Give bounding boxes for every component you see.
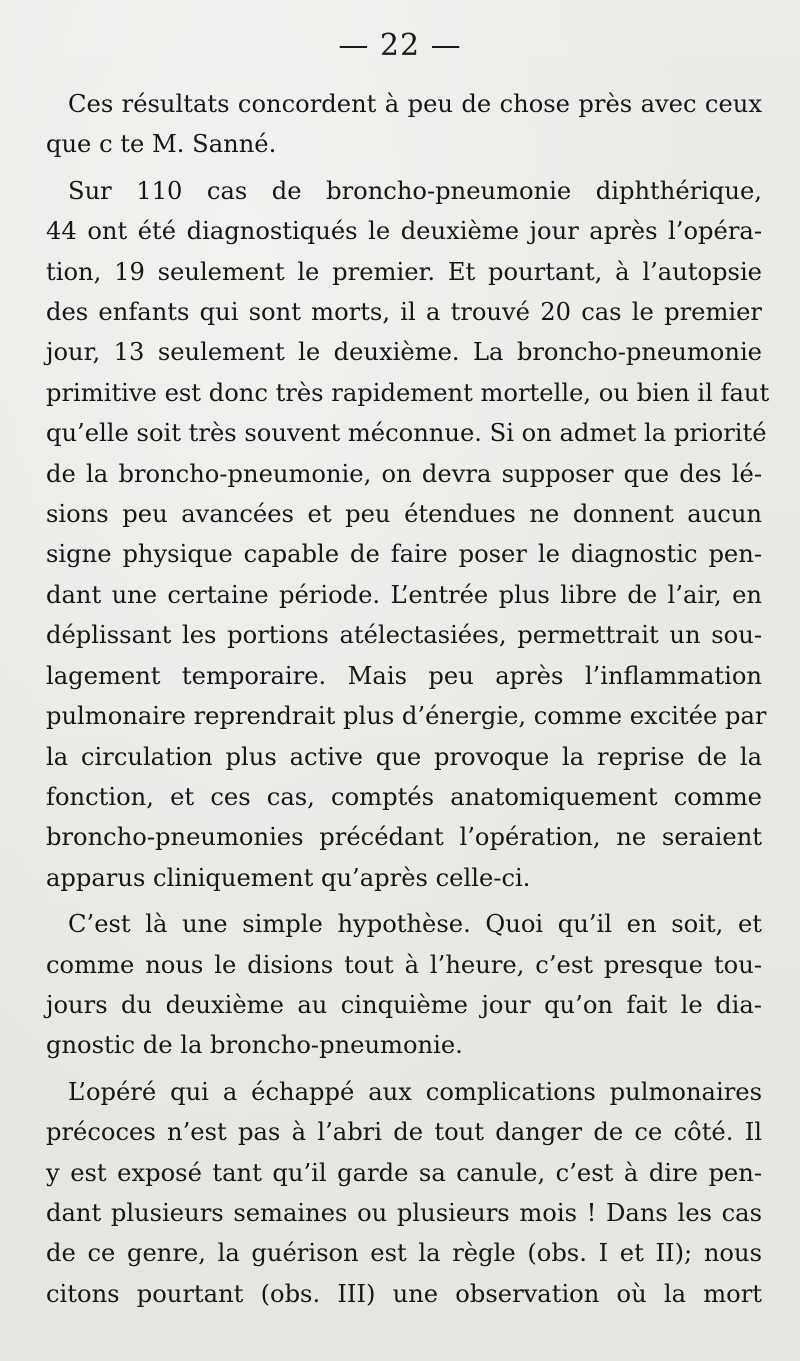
text-line: qu’elle soit très souvent méconnue. Si on admet la priorité [46,419,767,448]
text-line: pulmonaire reprendrait plus d’énergie, comme excitée par [46,702,767,731]
paragraph-2 [46,171,770,898]
text-line: fonction, et ces cas, comptés anatomiquement comme [46,782,762,811]
text-line: gnostic de la broncho-pneumonie. [46,1031,463,1060]
text-line: dant une certaine période. L’entrée plus libre de l’air, en [46,580,762,609]
text-line: y est exposé tant qu’il garde sa canule, c’est à dire pen- [46,1158,762,1187]
text-line: sions peu avancées et peu étendues ne donnent aucun [46,500,762,529]
text-line: tion, 19 seulement le premier. Et pourtant, à l’autopsie [46,257,762,286]
text-line: lagement temporaire. Mais peu après l’inflammation [46,661,762,690]
text-line: Sur 110 cas de broncho-pneumonie diphthérique, [68,176,762,205]
text-line: comme nous le disions tout à l’heure, c’est presque tou- [46,950,762,979]
paragraph-3 [46,904,762,1066]
text-line: signe physique capable de faire poser le diagnostic pen- [46,540,762,569]
text-line: des enfants qui sont morts, il a trouvé 20 cas le premier [46,298,762,327]
body-text [46,84,770,1314]
text-line: L’opéré qui a échappé aux complications pulmonaires [68,1077,762,1106]
text-line: la circulation plus active que provoque la reprise de la [46,742,762,771]
text-line: broncho-pneumonies précédant l’opération, ne seraient [46,823,762,852]
text-line: citons pourtant (obs. III) une observation où la mort [46,1279,762,1308]
text-line: que c te M. Sanné. [46,130,277,159]
text-line: dant plusieurs semaines ou plusieurs mois ! Dans les cas [46,1198,762,1227]
paragraph-1 [46,84,762,165]
text-line: jour, 13 seulement le deuxième. La broncho-pneumonie [46,338,762,367]
text-line: de la broncho-pneumonie, on devra supposer que des lé- [46,459,762,488]
paragraph-4 [46,1072,762,1314]
text-line: primitive est donc très rapidement mortelle, ou bien il faut [46,378,770,407]
page-number: — 22 — [338,28,462,63]
text-line: 44 ont été diagnostiqués le deuxième jour après l’opéra- [46,217,762,246]
text-line: déplissant les portions atélectasiées, permettrait un sou- [46,621,762,650]
text-line: jours du deuxième au cinquième jour qu’on fait le dia- [46,990,762,1019]
text-line: apparus cliniquement qu’après celle-ci. [46,863,531,892]
text-line: Ces résultats concordent à peu de chose près avec ceux [68,90,762,118]
text-line: C’est là une simple hypothèse. Quoi qu’il en soit, et [68,910,762,939]
text-line: précoces n’est pas à l’abri de tout danger de ce côté. Il [46,1118,762,1147]
text-line: de ce genre, la guérison est la règle (obs. I et II); nous [46,1239,762,1268]
